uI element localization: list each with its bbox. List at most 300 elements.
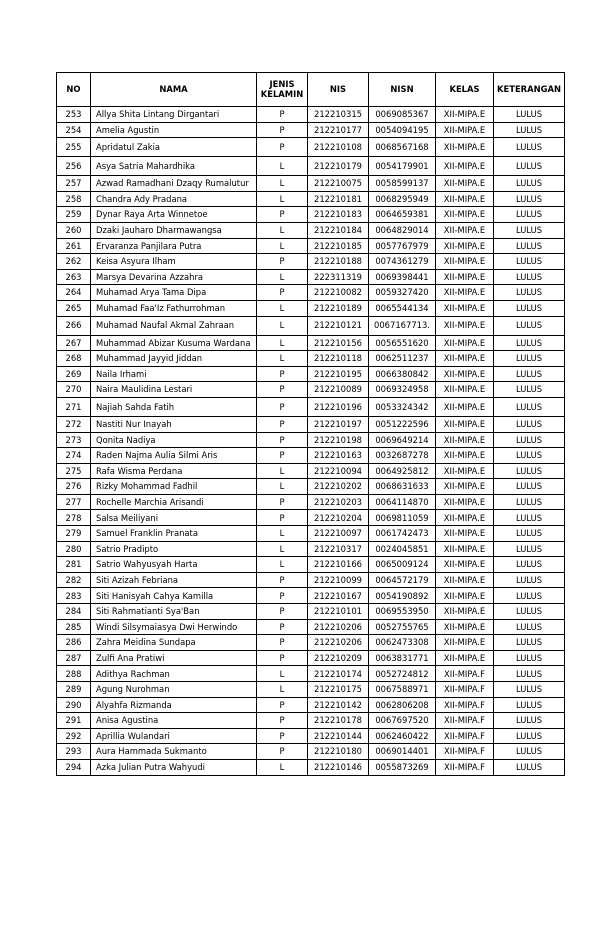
cell-no: 287 [57, 650, 91, 666]
cell-no: 276 [57, 479, 91, 495]
cell-jenis-kelamin: L [257, 526, 308, 542]
cell-nisn: 0064114870 [369, 494, 436, 510]
cell-kelas: XII-MIPA.F [436, 713, 494, 729]
cell-keterangan: LULUS [494, 432, 565, 448]
cell-no: 281 [57, 557, 91, 573]
cell-jenis-kelamin: L [257, 351, 308, 367]
cell-kelas: XII-MIPA.E [436, 397, 494, 416]
table-row [57, 479, 565, 495]
cell-keterangan: LULUS [494, 316, 565, 335]
cell-kelas: XII-MIPA.E [436, 479, 494, 495]
cell-jenis-kelamin: P [257, 138, 308, 157]
cell-nama: Anisa Agustina [91, 713, 257, 729]
cell-no: 268 [57, 351, 91, 367]
cell-no: 294 [57, 759, 91, 775]
cell-no: 275 [57, 463, 91, 479]
cell-no: 258 [57, 191, 91, 207]
cell-nis: 212210101 [308, 604, 369, 620]
cell-nisn: 0056551620 [369, 335, 436, 351]
cell-nis: 212210204 [308, 510, 369, 526]
cell-nisn: 0063831771 [369, 650, 436, 666]
table-row [57, 588, 565, 604]
header-kelamin-label: KELAMIN [260, 88, 304, 99]
cell-kelas: XII-MIPA.E [436, 619, 494, 635]
cell-nis: 212210175 [308, 682, 369, 698]
header-nis: NIS [308, 73, 369, 107]
cell-keterangan: LULUS [494, 619, 565, 635]
cell-keterangan: LULUS [494, 635, 565, 651]
cell-nama: Zulfi Ana Pratiwi [91, 650, 257, 666]
cell-nama: Apridatul Zakia [91, 138, 257, 157]
cell-no: 270 [57, 382, 91, 398]
cell-nis: 212210181 [308, 191, 369, 207]
cell-jenis-kelamin: P [257, 285, 308, 301]
cell-keterangan: LULUS [494, 666, 565, 682]
cell-no: 260 [57, 222, 91, 238]
cell-nama: Agung Nurohman [91, 682, 257, 698]
cell-nisn: 0055873269 [369, 759, 436, 775]
cell-no: 285 [57, 619, 91, 635]
cell-no: 274 [57, 448, 91, 464]
table-row [57, 541, 565, 557]
cell-kelas: XII-MIPA.E [436, 316, 494, 335]
cell-no: 256 [57, 157, 91, 176]
cell-nis: 212210121 [308, 316, 369, 335]
cell-nis: 212210202 [308, 479, 369, 495]
cell-kelas: XII-MIPA.E [436, 382, 494, 398]
cell-keterangan: LULUS [494, 572, 565, 588]
cell-nis: 212210167 [308, 588, 369, 604]
cell-jenis-kelamin: L [257, 759, 308, 775]
cell-keterangan: LULUS [494, 238, 565, 254]
cell-nama: Siti Azizah Febriana [91, 572, 257, 588]
table-header-row [57, 73, 565, 107]
cell-nama: Samuel Franklin Pranata [91, 526, 257, 542]
cell-nama: Raden Najma Aulia Silmi Aris [91, 448, 257, 464]
cell-jenis-kelamin: L [257, 557, 308, 573]
cell-nisn: 0068631633 [369, 479, 436, 495]
cell-nama: Muhamad Arya Tama Dipa [91, 285, 257, 301]
cell-jenis-kelamin: L [257, 316, 308, 335]
cell-nisn: 0062460422 [369, 728, 436, 744]
cell-nama: Alyahfa Rizmanda [91, 697, 257, 713]
cell-kelas: XII-MIPA.F [436, 744, 494, 760]
cell-keterangan: LULUS [494, 463, 565, 479]
table-row [57, 300, 565, 316]
cell-kelas: XII-MIPA.E [436, 207, 494, 223]
cell-jenis-kelamin: L [257, 479, 308, 495]
table-row [57, 397, 565, 416]
cell-keterangan: LULUS [494, 728, 565, 744]
cell-nis: 212210146 [308, 759, 369, 775]
cell-nis: 212210177 [308, 122, 369, 138]
cell-nis: 212210094 [308, 463, 369, 479]
cell-keterangan: LULUS [494, 479, 565, 495]
cell-nisn: 0057767979 [369, 238, 436, 254]
cell-kelas: XII-MIPA.F [436, 728, 494, 744]
cell-keterangan: LULUS [494, 366, 565, 382]
cell-jenis-kelamin: P [257, 416, 308, 432]
cell-kelas: XII-MIPA.E [436, 366, 494, 382]
cell-nama: Muhamad Faa'Iz Fathurrohman [91, 300, 257, 316]
cell-nis: 212210180 [308, 744, 369, 760]
table-row [57, 122, 565, 138]
cell-keterangan: LULUS [494, 351, 565, 367]
cell-keterangan: LULUS [494, 269, 565, 285]
table-row [57, 557, 565, 573]
cell-keterangan: LULUS [494, 541, 565, 557]
cell-nama: Azka Julian Putra Wahyudi [91, 759, 257, 775]
cell-no: 253 [57, 107, 91, 123]
cell-kelas: XII-MIPA.E [436, 122, 494, 138]
cell-nis: 212210099 [308, 572, 369, 588]
cell-jenis-kelamin: P [257, 366, 308, 382]
cell-keterangan: LULUS [494, 191, 565, 207]
table-row [57, 682, 565, 698]
cell-nis: 212210075 [308, 176, 369, 192]
cell-nisn: 0064659381 [369, 207, 436, 223]
cell-nis: 212210206 [308, 635, 369, 651]
cell-nisn: 0064925812 [369, 463, 436, 479]
table-row [57, 222, 565, 238]
table-row [57, 285, 565, 301]
cell-nisn: 0068295949 [369, 191, 436, 207]
cell-keterangan: LULUS [494, 285, 565, 301]
cell-no: 264 [57, 285, 91, 301]
table-body [57, 107, 565, 776]
cell-no: 273 [57, 432, 91, 448]
cell-nama: Aprillia Wulandari [91, 728, 257, 744]
cell-nisn: 0068567168 [369, 138, 436, 157]
cell-keterangan: LULUS [494, 682, 565, 698]
cell-no: 277 [57, 494, 91, 510]
cell-nama: Muhammad Abizar Kusuma Wardana [91, 335, 257, 351]
cell-keterangan: LULUS [494, 526, 565, 542]
cell-nisn: 0067167713. [369, 316, 436, 335]
cell-keterangan: LULUS [494, 254, 565, 270]
cell-kelas: XII-MIPA.E [436, 463, 494, 479]
header-keterangan: KETERANGAN [494, 73, 565, 107]
cell-nama: Asya Satria Mahardhika [91, 157, 257, 176]
cell-nis: 212210185 [308, 238, 369, 254]
cell-nis: 212210195 [308, 366, 369, 382]
cell-nisn: 0054094195 [369, 122, 436, 138]
cell-keterangan: LULUS [494, 713, 565, 729]
table-row [57, 335, 565, 351]
cell-keterangan: LULUS [494, 107, 565, 123]
cell-no: 269 [57, 366, 91, 382]
cell-nisn: 0061742473 [369, 526, 436, 542]
cell-jenis-kelamin: P [257, 432, 308, 448]
table-row [57, 254, 565, 270]
cell-kelas: XII-MIPA.E [436, 494, 494, 510]
cell-nis: 212210156 [308, 335, 369, 351]
cell-nama: Naira Maulidina Lestari [91, 382, 257, 398]
cell-no: 261 [57, 238, 91, 254]
cell-no: 272 [57, 416, 91, 432]
cell-kelas: XII-MIPA.E [436, 448, 494, 464]
cell-no: 279 [57, 526, 91, 542]
cell-nisn: 0062473308 [369, 635, 436, 651]
cell-keterangan: LULUS [494, 157, 565, 176]
cell-nisn: 0052724812 [369, 666, 436, 682]
cell-nama: Satrio Wahyusyah Harta [91, 557, 257, 573]
cell-kelas: XII-MIPA.E [436, 588, 494, 604]
cell-kelas: XII-MIPA.E [436, 269, 494, 285]
cell-no: 278 [57, 510, 91, 526]
table-row [57, 463, 565, 479]
cell-no: 267 [57, 335, 91, 351]
cell-keterangan: LULUS [494, 494, 565, 510]
cell-nama: Naila Irhami [91, 366, 257, 382]
cell-no: 254 [57, 122, 91, 138]
cell-nis: 212210082 [308, 285, 369, 301]
table-row [57, 191, 565, 207]
cell-kelas: XII-MIPA.E [436, 604, 494, 620]
cell-keterangan: LULUS [494, 207, 565, 223]
graduation-table [56, 72, 565, 776]
cell-jenis-kelamin: P [257, 604, 308, 620]
cell-no: 280 [57, 541, 91, 557]
cell-jenis-kelamin: P [257, 448, 308, 464]
cell-nis: 212210166 [308, 557, 369, 573]
cell-nama: Chandra Ady Pradana [91, 191, 257, 207]
table-row [57, 366, 565, 382]
table-row [57, 650, 565, 666]
table-row [57, 635, 565, 651]
table-row [57, 207, 565, 223]
cell-keterangan: LULUS [494, 604, 565, 620]
cell-jenis-kelamin: P [257, 713, 308, 729]
cell-kelas: XII-MIPA.E [436, 650, 494, 666]
cell-nis: 212210197 [308, 416, 369, 432]
cell-keterangan: LULUS [494, 222, 565, 238]
cell-nisn: 0054190892 [369, 588, 436, 604]
table-row [57, 510, 565, 526]
cell-keterangan: LULUS [494, 122, 565, 138]
cell-nisn: 0052755765 [369, 619, 436, 635]
cell-nama: Ervaranza Panjilara Putra [91, 238, 257, 254]
cell-nisn: 0064829014 [369, 222, 436, 238]
cell-nisn: 0067697520 [369, 713, 436, 729]
cell-jenis-kelamin: P [257, 494, 308, 510]
cell-jenis-kelamin: L [257, 222, 308, 238]
cell-nama: Najiah Sahda Fatih [91, 397, 257, 416]
cell-nis: 212210178 [308, 713, 369, 729]
cell-jenis-kelamin: P [257, 572, 308, 588]
cell-nisn: 0054179901 [369, 157, 436, 176]
cell-jenis-kelamin: P [257, 697, 308, 713]
cell-nisn: 0065544134 [369, 300, 436, 316]
table-row [57, 728, 565, 744]
table-row [57, 572, 565, 588]
cell-jenis-kelamin: P [257, 107, 308, 123]
table-row [57, 666, 565, 682]
cell-jenis-kelamin: P [257, 122, 308, 138]
cell-nisn: 0069014401 [369, 744, 436, 760]
cell-keterangan: LULUS [494, 176, 565, 192]
cell-keterangan: LULUS [494, 416, 565, 432]
cell-nis: 212210089 [308, 382, 369, 398]
cell-nis: 212210203 [308, 494, 369, 510]
cell-nis: 212210189 [308, 300, 369, 316]
cell-keterangan: LULUS [494, 588, 565, 604]
cell-nama: Rizky Mohammad Fadhil [91, 479, 257, 495]
cell-no: 288 [57, 666, 91, 682]
cell-nama: Dzaki Jauharo Dharmawangsa [91, 222, 257, 238]
table-row [57, 107, 565, 123]
table-row [57, 744, 565, 760]
cell-jenis-kelamin: P [257, 619, 308, 635]
cell-nis: 212210183 [308, 207, 369, 223]
cell-no: 283 [57, 588, 91, 604]
cell-kelas: XII-MIPA.E [436, 238, 494, 254]
cell-nisn: 0058599137 [369, 176, 436, 192]
table-row [57, 432, 565, 448]
cell-jenis-kelamin: L [257, 157, 308, 176]
table-row [57, 713, 565, 729]
cell-keterangan: LULUS [494, 300, 565, 316]
cell-kelas: XII-MIPA.E [436, 416, 494, 432]
header-no: NO [57, 73, 91, 107]
cell-nisn: 0074361279 [369, 254, 436, 270]
cell-kelas: XII-MIPA.F [436, 759, 494, 775]
cell-jenis-kelamin: P [257, 588, 308, 604]
cell-nisn: 0062806208 [369, 697, 436, 713]
cell-kelas: XII-MIPA.F [436, 697, 494, 713]
cell-no: 286 [57, 635, 91, 651]
cell-nama: Windi Silsymaiasya Dwi Herwindo [91, 619, 257, 635]
cell-kelas: XII-MIPA.E [436, 138, 494, 157]
cell-nisn: 0059327420 [369, 285, 436, 301]
cell-no: 291 [57, 713, 91, 729]
cell-kelas: XII-MIPA.E [436, 541, 494, 557]
cell-no: 282 [57, 572, 91, 588]
cell-nisn: 0067588971 [369, 682, 436, 698]
cell-nis: 212210118 [308, 351, 369, 367]
cell-keterangan: LULUS [494, 138, 565, 157]
table-row [57, 176, 565, 192]
table-row [57, 619, 565, 635]
cell-kelas: XII-MIPA.E [436, 510, 494, 526]
cell-no: 271 [57, 397, 91, 416]
table-row [57, 604, 565, 620]
header-kelas: KELAS [436, 73, 494, 107]
cell-nis: 212210196 [308, 397, 369, 416]
cell-no: 262 [57, 254, 91, 270]
cell-kelas: XII-MIPA.E [436, 176, 494, 192]
cell-nisn: 0053324342 [369, 397, 436, 416]
cell-nis: 212210188 [308, 254, 369, 270]
cell-jenis-kelamin: L [257, 666, 308, 682]
cell-nis: 212210179 [308, 157, 369, 176]
cell-nama: Aura Hammada Sukmanto [91, 744, 257, 760]
cell-no: 293 [57, 744, 91, 760]
cell-nama: Marsya Devarina Azzahra [91, 269, 257, 285]
table-row [57, 269, 565, 285]
cell-kelas: XII-MIPA.E [436, 107, 494, 123]
cell-jenis-kelamin: L [257, 269, 308, 285]
cell-jenis-kelamin: L [257, 176, 308, 192]
cell-nisn: 0066380842 [369, 366, 436, 382]
table-row [57, 697, 565, 713]
cell-nisn: 0032687278 [369, 448, 436, 464]
cell-jenis-kelamin: P [257, 382, 308, 398]
cell-nisn: 0069085367 [369, 107, 436, 123]
cell-nis: 212210315 [308, 107, 369, 123]
cell-jenis-kelamin: L [257, 541, 308, 557]
cell-nama: Satrio Pradipto [91, 541, 257, 557]
cell-keterangan: LULUS [494, 759, 565, 775]
header-nisn: NISN [369, 73, 436, 107]
cell-keterangan: LULUS [494, 510, 565, 526]
cell-kelas: XII-MIPA.E [436, 222, 494, 238]
cell-jenis-kelamin: L [257, 238, 308, 254]
cell-kelas: XII-MIPA.E [436, 351, 494, 367]
cell-nisn: 0051222596 [369, 416, 436, 432]
table-row [57, 351, 565, 367]
cell-nama: Azwad Ramadhani Dzaqy Rumalutur [91, 176, 257, 192]
cell-no: 259 [57, 207, 91, 223]
cell-nis: 212210174 [308, 666, 369, 682]
cell-jenis-kelamin: P [257, 728, 308, 744]
cell-no: 292 [57, 728, 91, 744]
cell-keterangan: LULUS [494, 448, 565, 464]
cell-nisn: 0069553950 [369, 604, 436, 620]
cell-nisn: 0069811059 [369, 510, 436, 526]
cell-jenis-kelamin: P [257, 397, 308, 416]
table-row [57, 759, 565, 775]
cell-jenis-kelamin: L [257, 463, 308, 479]
cell-nama: Muhammad Jayyid Jiddan [91, 351, 257, 367]
cell-jenis-kelamin: P [257, 635, 308, 651]
cell-nama: Siti Hanisyah Cahya Kamilla [91, 588, 257, 604]
cell-nis: 212210108 [308, 138, 369, 157]
cell-nis: 222311319 [308, 269, 369, 285]
header-jenis-label: JENIS [269, 78, 295, 89]
cell-keterangan: LULUS [494, 397, 565, 416]
cell-kelas: XII-MIPA.E [436, 285, 494, 301]
cell-nis: 212210144 [308, 728, 369, 744]
cell-kelas: XII-MIPA.F [436, 666, 494, 682]
cell-no: 289 [57, 682, 91, 698]
cell-no: 290 [57, 697, 91, 713]
cell-jenis-kelamin: P [257, 207, 308, 223]
cell-no: 263 [57, 269, 91, 285]
cell-nama: Adithya Rachman [91, 666, 257, 682]
cell-jenis-kelamin: P [257, 254, 308, 270]
table-row [57, 382, 565, 398]
cell-keterangan: LULUS [494, 335, 565, 351]
cell-keterangan: LULUS [494, 650, 565, 666]
cell-nisn: 0024045851 [369, 541, 436, 557]
cell-keterangan: LULUS [494, 697, 565, 713]
cell-no: 257 [57, 176, 91, 192]
cell-kelas: XII-MIPA.E [436, 557, 494, 573]
cell-nama: Amelia Agustin [91, 122, 257, 138]
cell-jenis-kelamin: L [257, 191, 308, 207]
cell-kelas: XII-MIPA.E [436, 335, 494, 351]
cell-nama: Dynar Raya Arta Winnetoe [91, 207, 257, 223]
cell-jenis-kelamin: L [257, 682, 308, 698]
cell-no: 266 [57, 316, 91, 335]
cell-kelas: XII-MIPA.E [436, 157, 494, 176]
cell-nisn: 0069324958 [369, 382, 436, 398]
cell-no: 255 [57, 138, 91, 157]
table-row [57, 416, 565, 432]
cell-keterangan: LULUS [494, 557, 565, 573]
cell-kelas: XII-MIPA.E [436, 191, 494, 207]
